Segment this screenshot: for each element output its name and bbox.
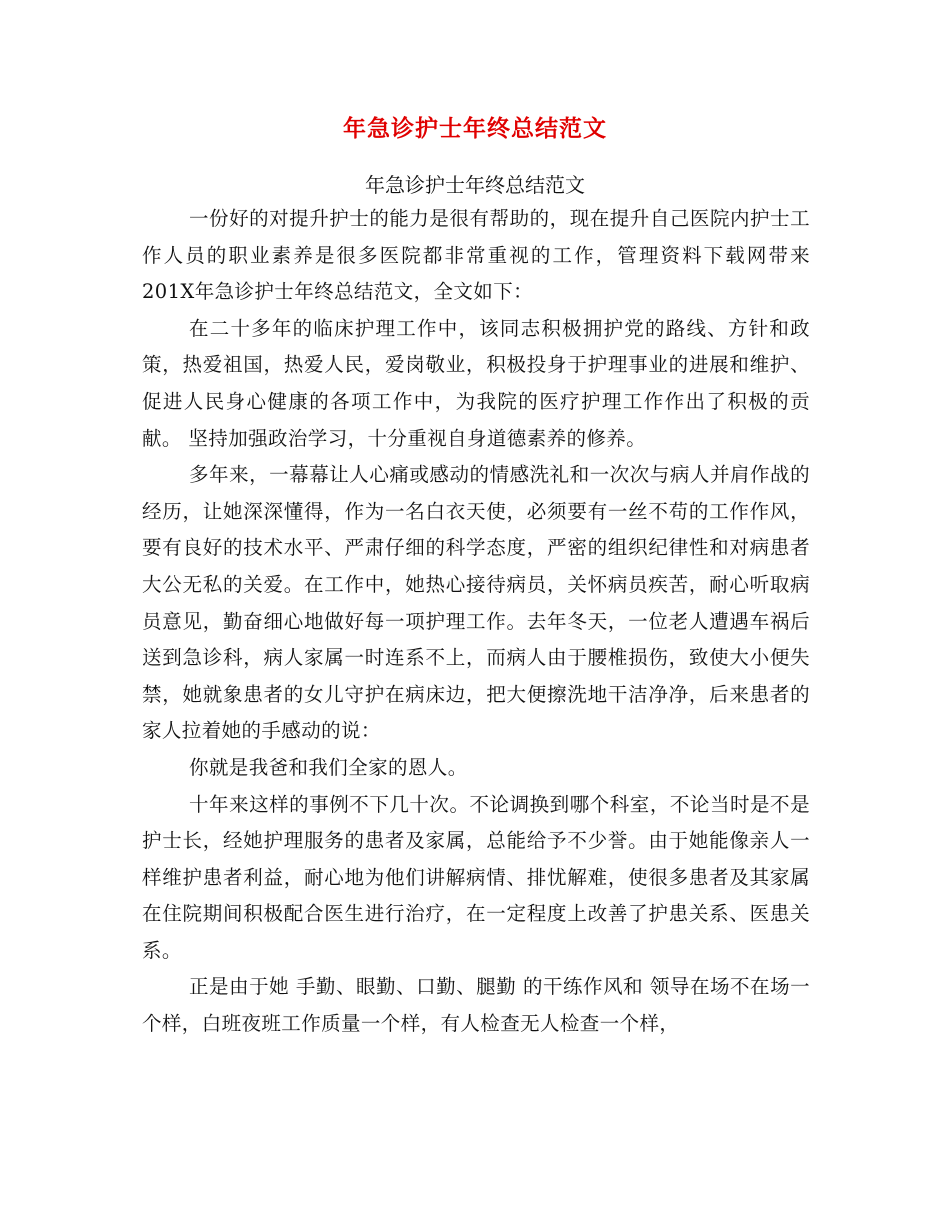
paragraph-quote: 你就是我爸和我们全家的恩人。 — [189, 755, 468, 779]
paragraph-intro: 一份好的对提升护士的能力是很有帮助的，现在提升自己医院内护士工作人员的职业素养是很多医院都非常重视的工作，管理资料下载网带来201X年急诊护士年终总结范文，全文如下： — [142, 207, 810, 304]
paragraph-work-style: 正是由于她 手勤、眼勤、口勤、腿勤 的干练作风和 领导在场不在场一个样，白班夜班工作质量一个样，有人检查无人检查一个样， — [142, 975, 810, 1036]
paragraph-experience: 多年来，一幕幕让人心痛或感动的情感洗礼和一次次与病人并肩作战的经历，让她深深懂得，作为一名白衣天使，必须要有一丝不苟的工作作风，要有良好的技术水平、严肃仔细的科学态度，严密的组织纪律性和对病患者大公无私的关爱。在工作中，她热心接待病员，关怀病员疾苦，耐心听取病员意见，勤奋细心地做好每一项护理工作。去年冬天，一位老人遭遇车祸后送到急诊科，病人家属一时连系不上，而病人由于腰椎损伤，致使大小便失禁，她就象患者的女儿守护在病床边，把大便擦洗地干洁净净，后来患者的家人拉着她的手感动的说： — [142, 463, 810, 743]
paragraph-examples: 十年来这样的事例不下几十次。不论调换到哪个科室，不论当时是不是护士长，经她护理服务的患者及家属，总能给予不少誉。由于她能像亲人一样维护患者利益，耐心地为他们讲解病情、排忧解难，使很多患者及其家属在住院期间积极配合医生进行治疗，在一定程度上改善了护患关系、医患关系。 — [142, 792, 810, 962]
paragraph-career: 在二十多年的临床护理工作中，该同志积极拥护党的路线、方针和政策，热爱祖国，热爱人民，爱岗敬业，积极投身于护理事业的进展和维护、促进人民身心健康的各项工作中，为我院的医疗护理工作作出了积极的贡献。 坚持加强政治学习，十分重视自身道德素养的修养。 — [142, 316, 810, 450]
document-subtitle: 年急诊护士年终总结范文 — [365, 173, 585, 197]
document-body — [142, 201, 810, 1043]
document-title: 年急诊护士年终总结范文 — [343, 115, 607, 142]
